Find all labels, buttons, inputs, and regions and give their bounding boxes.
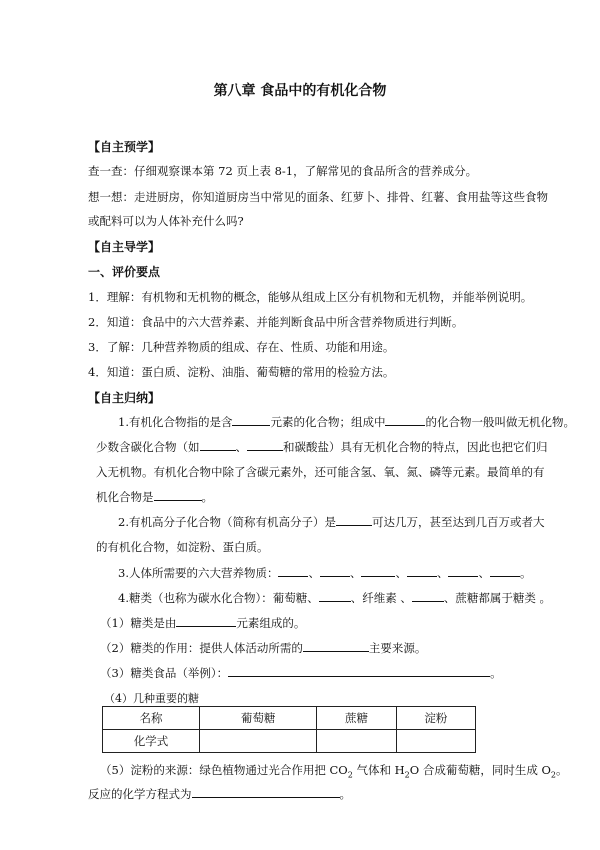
answer-blank[interactable]	[200, 439, 236, 451]
evaluation-heading: 一、评价要点	[88, 265, 161, 279]
table-row	[103, 730, 476, 753]
check-question: 查一查：仔细观察课本第 72 页上表 8-1，了解常见的食品所含的营养成分。	[88, 164, 478, 178]
think-question-line1: 想一想：走进厨房，你知道厨房当中常见的面条、红萝卜、排骨、红薯、食用盐等这些食物	[88, 190, 548, 204]
table-header-cell: 淀粉	[396, 707, 475, 730]
answer-blank[interactable]	[278, 565, 308, 577]
answer-blank[interactable]	[448, 565, 478, 577]
answer-blank[interactable]	[154, 489, 202, 501]
sub-question-4: （4）几种重要的糖	[104, 692, 199, 705]
table-header-row	[103, 707, 476, 730]
page-title: 第八章 食品中的有机化合物	[213, 83, 387, 99]
evaluation-point: 3．了解：几种营养物质的组成、存在、性质、功能和用途。	[88, 340, 395, 354]
evaluation-point: 4．知道：蛋白质、淀粉、油脂、葡萄糖的常用的检验方法。	[88, 365, 395, 379]
answer-blank[interactable]	[228, 665, 490, 677]
answer-blank[interactable]	[385, 414, 425, 426]
section-heading-preview: 【自主预学】	[88, 140, 161, 154]
answer-blank[interactable]	[247, 439, 283, 451]
think-question-line2: 或配料可以为人体补充什么吗?	[88, 214, 244, 228]
sub-question-5-line2: 反应的化学方程式为 。	[88, 787, 351, 801]
sub-question-5: （5）淀粉的来源：绿色植物通过光合作用把 $CO_2$ 气体和 $H_2O$ 合成葡萄糖，同时生成 $O_2$。	[100, 763, 568, 780]
table-answer-cell[interactable]	[396, 730, 475, 753]
sub-question-1: （1）糖类是由 元素组成的。	[100, 616, 306, 630]
summary-p1-line4: 机化合物是 。	[96, 490, 213, 504]
summary-p1-line1: 1.有机化合物指的是含 元素的化合物；组成中 的化合物一般叫做无机化物。	[118, 415, 575, 429]
summary-p2-line1: 2.有机高分子化合物（简称有机高分子）是 可达几万，甚至达到几百万或者大	[118, 515, 545, 529]
summary-p1-line2: 少数含碳化合物（如 、 和碳酸盐）具有无机化合物的特点，因此也把它们归	[96, 440, 548, 454]
summary-p2-line2: 的有机化合物，如淀粉、蛋白质。	[96, 540, 269, 554]
table-answer-cell[interactable]	[317, 730, 396, 753]
answer-blank[interactable]	[336, 514, 372, 526]
section-heading-guide: 【自主导学】	[88, 240, 161, 254]
answer-blank[interactable]	[192, 786, 340, 798]
table-answer-cell[interactable]	[200, 730, 317, 753]
answer-blank[interactable]	[490, 565, 520, 577]
answer-blank[interactable]	[232, 414, 270, 426]
answer-blank[interactable]	[320, 565, 350, 577]
table-header-cell: 名称	[103, 707, 200, 730]
sugar-table	[102, 706, 476, 753]
table-header-cell: 葡萄糖	[200, 707, 317, 730]
answer-blank[interactable]	[407, 565, 437, 577]
evaluation-point: 2．知道：食品中的六大营养素、并能判断食品中所含营养物质进行判断。	[88, 315, 464, 329]
answer-blank[interactable]	[319, 590, 351, 602]
answer-blank[interactable]	[176, 615, 236, 627]
table-header-cell: 蔗糖	[317, 707, 396, 730]
section-heading-summary: 【自主归纳】	[88, 391, 161, 405]
sub-question-2: （2）糖类的作用：提供人体活动所需的 主要来源。	[100, 641, 427, 655]
answer-blank[interactable]	[412, 590, 444, 602]
evaluation-point: 1．理解：有机物和无机物的概念，能够从组成上区分有机物和无机物，并能举例说明。	[88, 290, 533, 304]
summary-p3: 3.人体所需要的六大营养物质： 、 、 、 、 、 。	[118, 566, 532, 580]
summary-p1-line3: 入无机物。有机化合物中除了含碳元素外，还可能含氢、氧、氮、磷等元素。最简单的有	[96, 465, 545, 479]
summary-p4: 4.糖类（也称为碳水化合物）：葡萄糖、 、纤维素 、 、蔗糖都属于糖类 。	[118, 591, 552, 605]
answer-blank[interactable]	[361, 565, 395, 577]
sub-question-3: （3）糖类食品（举例）： 。	[100, 666, 502, 680]
table-row-label: 化学式	[103, 730, 200, 753]
answer-blank[interactable]	[303, 640, 369, 652]
